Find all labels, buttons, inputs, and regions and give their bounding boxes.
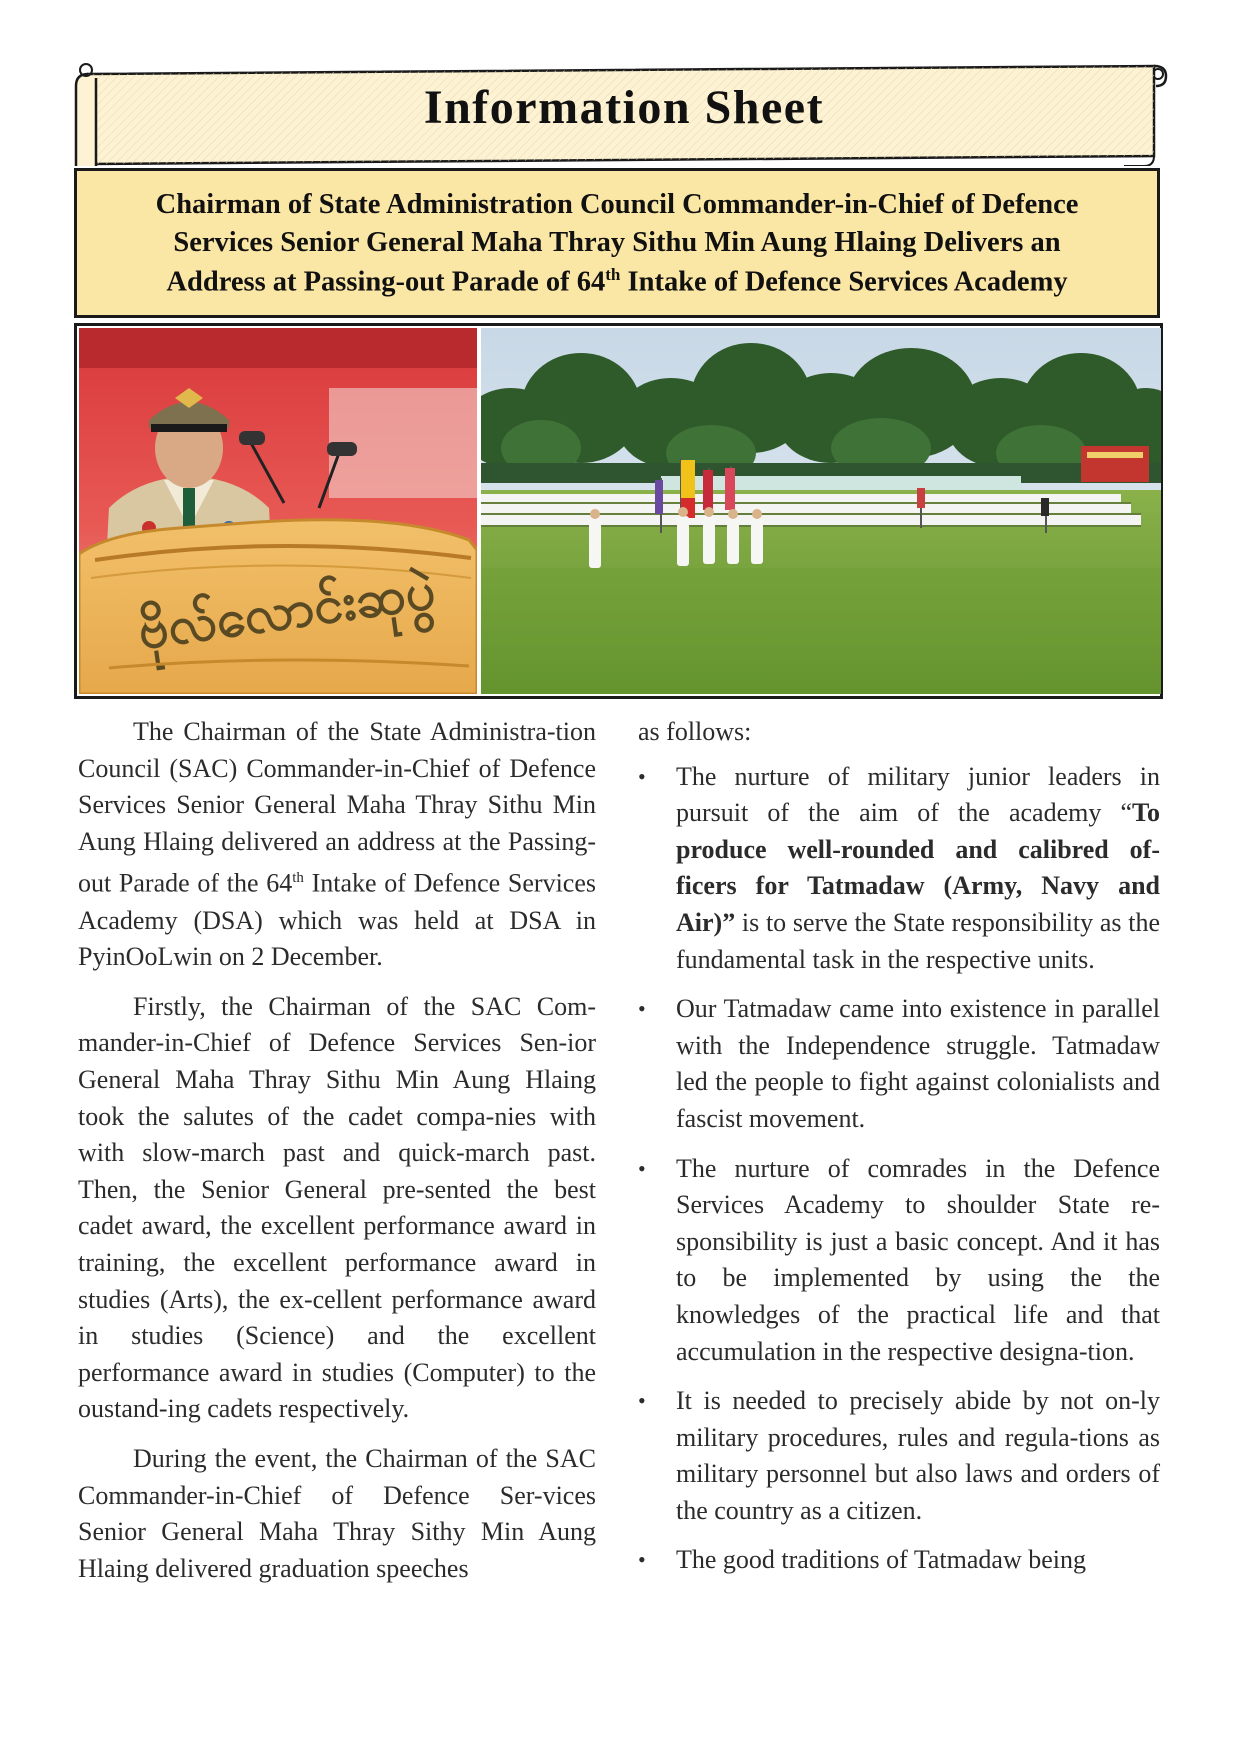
list-item xyxy=(638,1151,1160,1371)
bullet-4-text: It is needed to precisely abide by not on-ly military procedures, rules and regula-tions as military personnel but also laws and orders of the country as a citizen. xyxy=(676,1386,1160,1525)
right-column xyxy=(638,714,1160,1579)
left-column xyxy=(78,714,596,1587)
bullet-1-end: is to serve the State responsibility as the fundamental task in the respective units. xyxy=(676,907,1160,974)
podium-emblem: ဗိုလ်လောင်းဆုပွဲ xyxy=(134,560,439,662)
bullet-icon: • xyxy=(638,763,646,789)
paragraph-1-start: The Chairman of the State Administra-tion Council (SAC) Commander-in-Chief of Defence Services Senior General Maha Thray Sithu Min Aung Hlaing delivered an address at the Passing-out Parade of the 64 xyxy=(78,717,596,899)
paragraph-2: Firstly, the Chairman of the SAC Com-mander-in-Chief of Defence Services Sen-ior General Maha Thray Sithu Min Aung Hlaing took the salutes of the cadet compa-nies with with slow-march past and quick-march past. Then, the Senior General pre-sented the best cadet award, the excellent performance award in training, the excellent performance award in studies (Arts), the ex-cellent performance award in studies (Science) and the excellent performance award in studies (Computer) to the oustand-ing cadets respectively. xyxy=(78,991,596,1424)
list-item xyxy=(638,1383,1160,1529)
headline-ordinal-suffix: th xyxy=(605,265,621,284)
page-title: Information Sheet xyxy=(423,81,825,134)
photo-strip xyxy=(74,323,1163,699)
list-intro: as follows: xyxy=(638,717,752,746)
headline-line-2: Services Senior General Maha Thray Sithu Min Aung Hlaing Delivers an xyxy=(173,227,1061,258)
speech-points-list xyxy=(638,759,1160,1579)
parade-photo xyxy=(481,328,1161,694)
bullet-3-text: The nurture of comrades in the Defence Services Academy to shoulder State re-sponsibility is just a basic concept. And it has to be implemented by using the the knowledges of the practical life and that accumulation in the respective designa-tion. xyxy=(676,1153,1160,1366)
bullet-5-text: The good traditions of Tatmadaw being xyxy=(676,1545,1086,1575)
headline-box xyxy=(74,168,1160,318)
bullet-icon: • xyxy=(638,996,646,1022)
bullet-icon: • xyxy=(638,1388,646,1414)
academy-aim-quote: To produce well-rounded and calibred of-ficers for Tatmadaw (Army, Navy and Air)” xyxy=(676,798,1160,937)
list-item xyxy=(638,759,1160,979)
headline-line-3 xyxy=(77,265,1157,299)
bullet-icon: • xyxy=(638,1155,646,1181)
paragraph-3: During the event, the Chairman of the SAC Commander-in-Chief of Defence Ser-vices Senior General Maha Thray Sithy Min Aung Hlaing delivered graduation speeches xyxy=(78,1443,596,1583)
paragraph-1-end: Intake of Defence Services Academy (DSA) which was held at DSA in PyinOoLwin on 2 December. xyxy=(78,869,597,972)
list-item xyxy=(638,991,1160,1137)
bullet-2-text: Our Tatmadaw came into existence in parallel with the Independence struggle. Tatmadaw led the people to fight against colonialists and fascist movement. xyxy=(676,994,1160,1133)
title-banner xyxy=(74,60,1174,166)
paragraph-1-ordinal: th xyxy=(292,870,304,887)
list-item xyxy=(638,1542,1160,1579)
headline-line-1: Chairman of State Administration Council Commander-in-Chief of Defence xyxy=(155,189,1079,220)
podium-photo xyxy=(79,328,477,694)
bullet-icon: • xyxy=(638,1547,646,1573)
headline-line-3-start: Address at Passing-out Parade of 64 xyxy=(166,266,606,298)
headline-line-3-end: Intake of Defence Services Academy xyxy=(620,266,1068,298)
bullet-1-start: The nurture of military junior leaders in pursuit of the aim of the academy “ xyxy=(676,761,1160,828)
paragraph-1 xyxy=(78,714,596,976)
